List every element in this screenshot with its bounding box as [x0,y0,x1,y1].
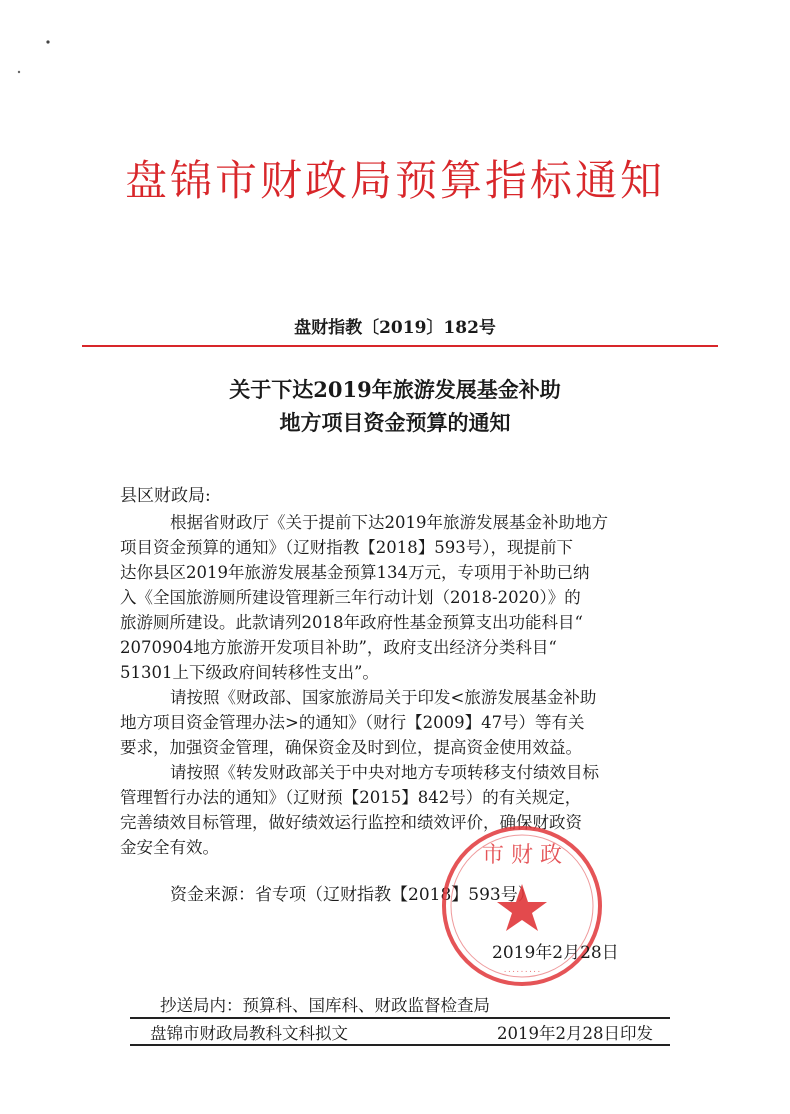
body-line: 根据省财政厅《关于提前下达2019年旅游发展基金补助地方 [170,513,608,532]
issuer-office: 盘锦市财政局教科文科拟文 [150,1024,348,1043]
body-line: 请按照《财政部、国家旅游局关于印发<旅游发展基金补助 [170,688,597,707]
notice-body [120,510,690,860]
funding-source: 资金来源：省专项（辽财指教【2018】593号） [170,885,535,905]
body-line: 入《全国旅游厕所建设管理新三年行动计划（2018-2020）》的 [120,588,581,607]
body-line: 项目资金预算的通知》（辽财指教【2018】593号），现提前下 [120,538,573,557]
body-line: 地方项目资金管理办法>的通知》（财行【2009】47号）等有关 [120,713,585,732]
footer-rule-top [130,1017,670,1019]
body-line: 管理暂行办法的通知》（辽财预【2015】842号）的有关规定， [120,788,582,807]
body-line: 金安全有效。 [120,838,219,857]
body-line: 旅游厕所建设。此款请列2018年政府性基金预算支出功能科目“ [120,613,583,632]
subject-line-1: 关于下达2019年旅游发展基金补助 [229,377,561,402]
body-line: 完善绩效目标管理，做好绩效运行监控和绩效评价，确保财政资 [120,813,582,832]
stamp-text: 市 财 政 [482,843,562,868]
svg-text:·········: ········· [503,968,541,976]
subject-line-2: 地方项目资金预算的通知 [279,410,511,435]
body-line: 要求，加强资金管理，确保资金及时到位，提高资金使用效益。 [120,738,582,757]
body-line: 请按照《转发财政部关于中央对地方专项转移支付绩效目标 [170,763,599,782]
notice-subject [70,373,720,439]
document-number: 盘财指教〔2019〕182号 [294,318,496,338]
header-red-rule [82,345,718,347]
cc-distribution: 抄送局内：预算科、国库科、财政监督检查局 [160,996,490,1015]
body-line: 达你县区2019年旅游发展基金预算134万元，专项用于补助已纳 [120,563,590,582]
official-seal-stamp [438,822,606,990]
addressee: 县区财政局: [120,486,211,506]
body-line: 51301上下级政府间转移性支出”。 [120,663,379,682]
footer-rule-bottom [130,1044,670,1046]
body-line: 2070904地方旅游开发项目补助”，政府支出经济分类科目“ [120,638,557,657]
signature-date: 2019年2月28日 [492,943,619,963]
document-header-title: 盘锦市财政局预算指标通知 [124,156,665,205]
issue-date: 2019年2月28日印发 [497,1024,653,1043]
